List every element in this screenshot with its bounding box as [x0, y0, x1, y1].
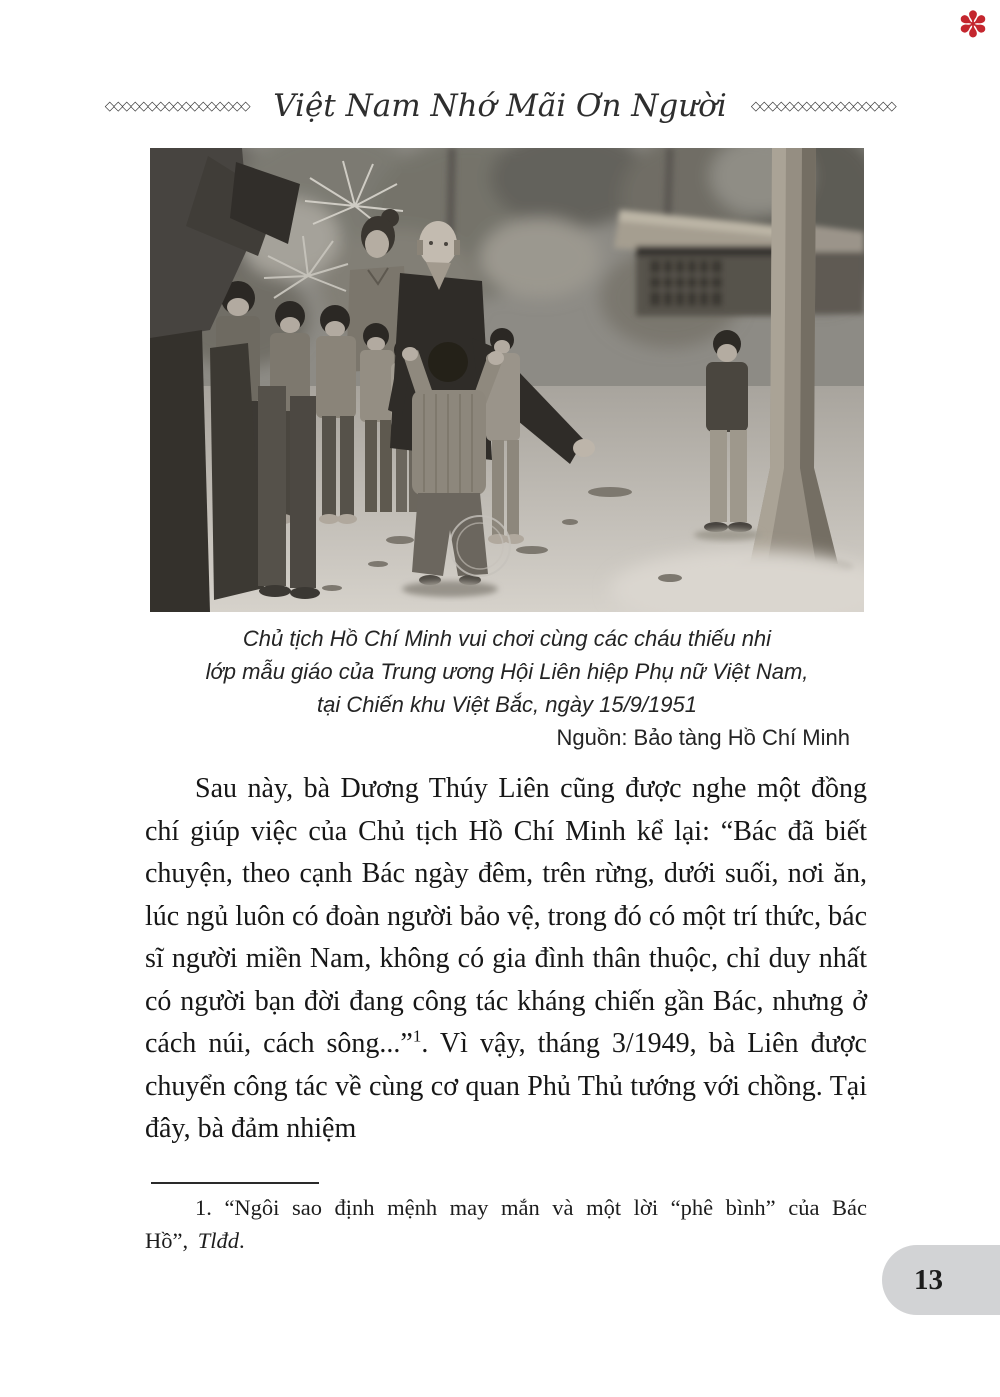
footnote-abbreviation: Tlđd: [197, 1228, 240, 1253]
caption-line-3: tại Chiến khu Việt Bắc, ngày 15/9/1951: [317, 692, 697, 717]
footnote-reference: 1: [412, 1026, 422, 1046]
body-paragraph: [145, 768, 867, 1151]
page-number: 13: [914, 1263, 943, 1296]
ornament-right: ◇◇◇◇◇◇◇◇◇◇◇◇◇◇◇◇◇: [750, 98, 896, 114]
running-header: [0, 80, 1000, 132]
caption-source: Nguồn: Bảo tàng Hồ Chí Minh: [556, 725, 850, 750]
photo-caption: [150, 622, 864, 754]
page-number-badge: [882, 1245, 1000, 1315]
page-title: Việt Nam Nhớ Mãi Ơn Người: [273, 88, 727, 124]
footnote: [145, 1191, 867, 1257]
footnote-text: 1. “Ngôi sao định mệnh may mắn và một lời “phê bình” của Bác Hồ”,: [145, 1195, 867, 1253]
ornament-left: ◇◇◇◇◇◇◇◇◇◇◇◇◇◇◇◇◇: [104, 98, 250, 114]
footnote-rule: [151, 1182, 319, 1184]
photo-illustration: [150, 148, 864, 612]
caption-line-2: lớp mẫu giáo của Trung ương Hội Liên hiệp Phụ nữ Việt Nam,: [205, 659, 809, 684]
footnote-text-end: .: [239, 1228, 245, 1253]
body-text-before: Sau này, bà Dương Thúy Liên cũng được nghe một đồng chí giúp việc của Chủ tịch Hồ Chí Minh kể lại: “Bác đã biết chuyện, theo cạnh Bác ngày đêm, trên rừng, dưới suối, nơi ăn, lúc ngủ luôn có đoàn người bảo vệ, trong đó có một trí thức, bác sĩ người miền Nam, không có gia đình thân thuộc, chỉ duy nhất có người bạn đời đang công tác kháng chiến gần Bác, nhưng ở cách núi, cách sông...”: [145, 773, 867, 1059]
flower-icon: ✽: [957, 5, 988, 46]
body-text-after: . Vì vậy, tháng 3/1949, bà Liên được chuyển công tác về cùng cơ quan Phủ Thủ tướng với chồng. Tại đây, bà đảm nhiệm: [145, 1028, 867, 1144]
photo: [150, 148, 864, 612]
caption-line-1: Chủ tịch Hồ Chí Minh vui chơi cùng các cháu thiếu nhi: [242, 626, 772, 651]
